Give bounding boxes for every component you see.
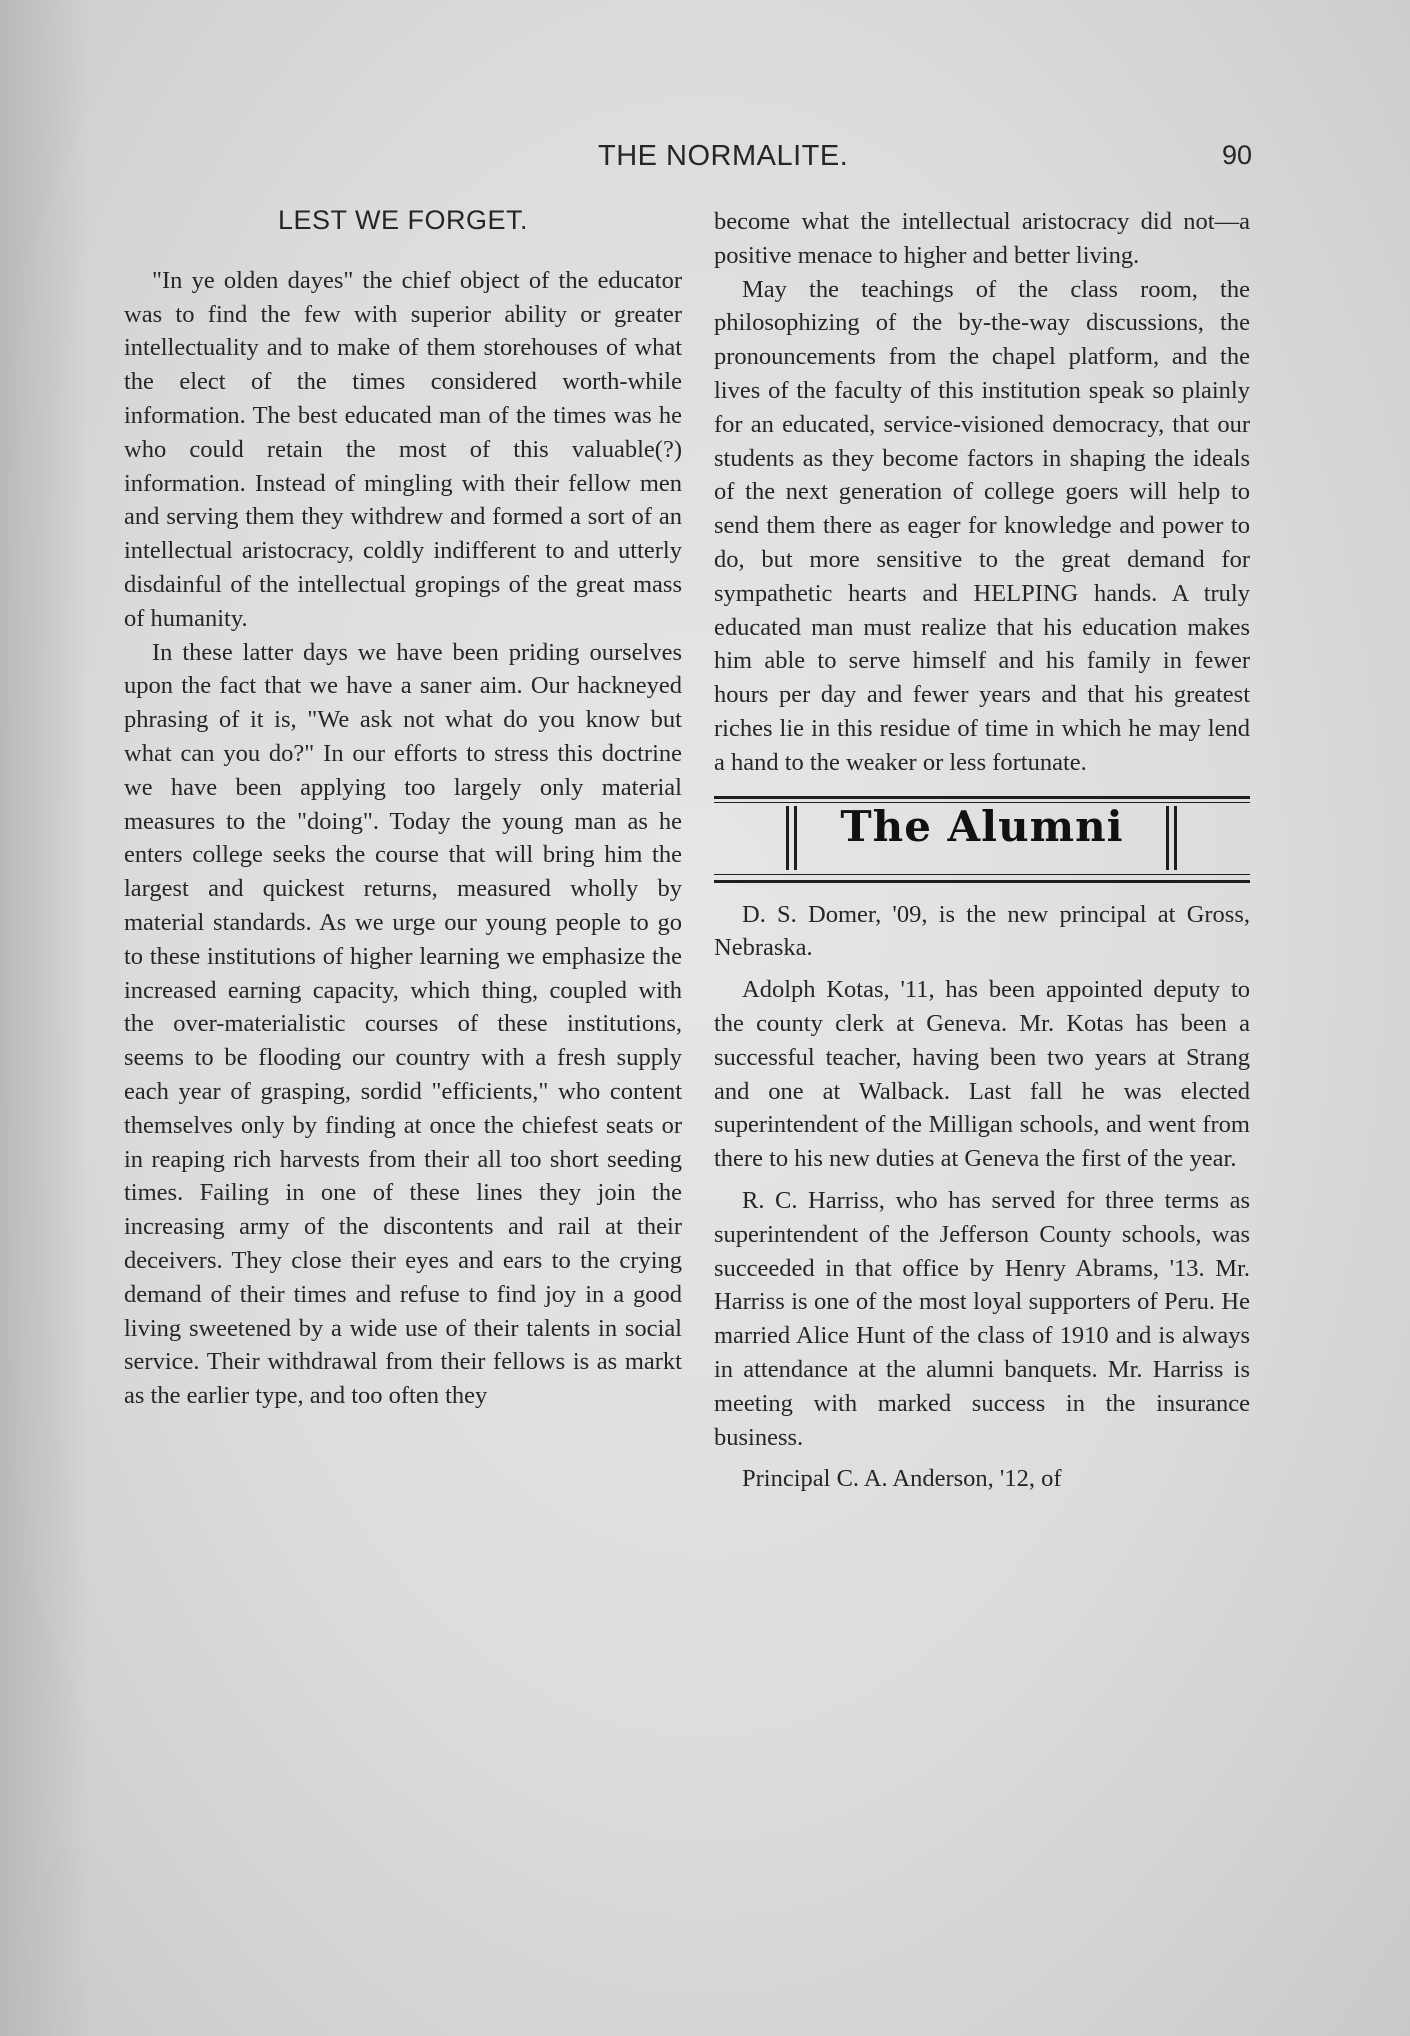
page-header bbox=[0, 140, 1410, 180]
alumni-item: Adolph Kotas, '11, has been appointed deputy to the county clerk at Geneva. Mr. Kotas has been a successful teacher, having been two years at Strang and one at Walback. Last fall he was elected superintendent of the Milligan schools, and went from there to his new duties at Geneva the first of the year. bbox=[714, 976, 1250, 1173]
alumni-heading: The Alumni bbox=[840, 801, 1124, 851]
alumni-banner bbox=[714, 796, 1250, 886]
article-continuation: become what the intellectual aristocracy did not—a positive menace to higher and better living. bbox=[714, 208, 1250, 269]
article-title: LEST WE FORGET. bbox=[277, 205, 529, 235]
left-column bbox=[124, 200, 682, 1413]
article-closing-paragraph: May the teachings of the class room, the philosophizing of the by-the-way discussions, the pronouncements from the chapel platform, and the lives of the faculty of this institution speak so plainly for an educated, service-visioned democracy, that our students as they become factors in shaping the ideals of the next generation of college goers will help to send them there as eager for knowledge and power to do, but more sensitive to the great demand for sympathetic hearts and HELPING hands. A truly educated man must realize that his education makes him able to serve himself and his family in fewer hours per day and fewer years and that his greatest riches lie in this residue of time in which he may lend a hand to the weaker or less fortunate. bbox=[714, 275, 1250, 776]
article-paragraph: In these latter days we have been priding ourselves upon the fact that we have a saner aim. Our hackneyed phrasing of it is, "We ask not what do you know but what can you do?" In our efforts to stress this doctrine we have been applying too largely only material measures to the "doing". Today the young man as he enters college seeks the course that will bring him the largest and quickest returns, measured wholly by material standards. As we urge our young people to go to these institutions of higher learning we emphasize the increased earning capacity, which thing, coupled with the over-materialistic courses of these institutions, seems to be flooding our country with a fresh supply each year of grasping, sordid "efficients," who content themselves only by finding at once the chiefest seats or in reaping rich harvests from their all too short seeding times. Failing in one of these lines they join the increasing army of the discontents and rail at their deceivers. They close their eyes and ears to the crying demand of their times and refuse to find joy in a good living sweetened by a wide use of their talents in social service. Their withdrawal from their fellows is as markt as the earlier type, and too often they bbox=[124, 638, 682, 1410]
page-number: 90 bbox=[1222, 140, 1253, 170]
banner-rule-bottom-thin bbox=[714, 874, 1250, 875]
alumni-item: Principal C. A. Anderson, '12, of bbox=[742, 1465, 1062, 1493]
article-paragraph: "In ye olden dayes" the chief object of the educator was to find the few with superior ability or greater intellectuality and to make of them storehouses of what the elect of the times considered worth-while information. The best educated man of the times was he who could retain the most of this valuable(?) information. Instead of mingling with their fellow men and serving them they withdrew and formed a sort of an intellectual aristocracy, coldly indifferent to and utterly disdainful of the intellectual gropings of the great mass of humanity. bbox=[124, 266, 682, 632]
running-title: THE NORMALITE. bbox=[598, 140, 849, 172]
alumni-notes bbox=[714, 898, 1250, 1497]
alumni-item: R. C. Harriss, who has served for three terms as superintendent of the Jefferson County schools, was succeeded in that office by Henry Abrams, '13. Mr. Harriss is one of the most loyal supporters of Peru. He married Alice Hunt of the class of 1910 and is always in attendance at the alumni banquets. Mr. Harriss is meeting with marked success in the insurance business. bbox=[714, 1186, 1250, 1451]
banner-rule-bottom bbox=[714, 880, 1250, 883]
right-column bbox=[714, 205, 1250, 1504]
banner-rule-top bbox=[714, 796, 1250, 799]
alumni-item: D. S. Domer, '09, is the new principal at Gross, Nebraska. bbox=[714, 900, 1250, 962]
